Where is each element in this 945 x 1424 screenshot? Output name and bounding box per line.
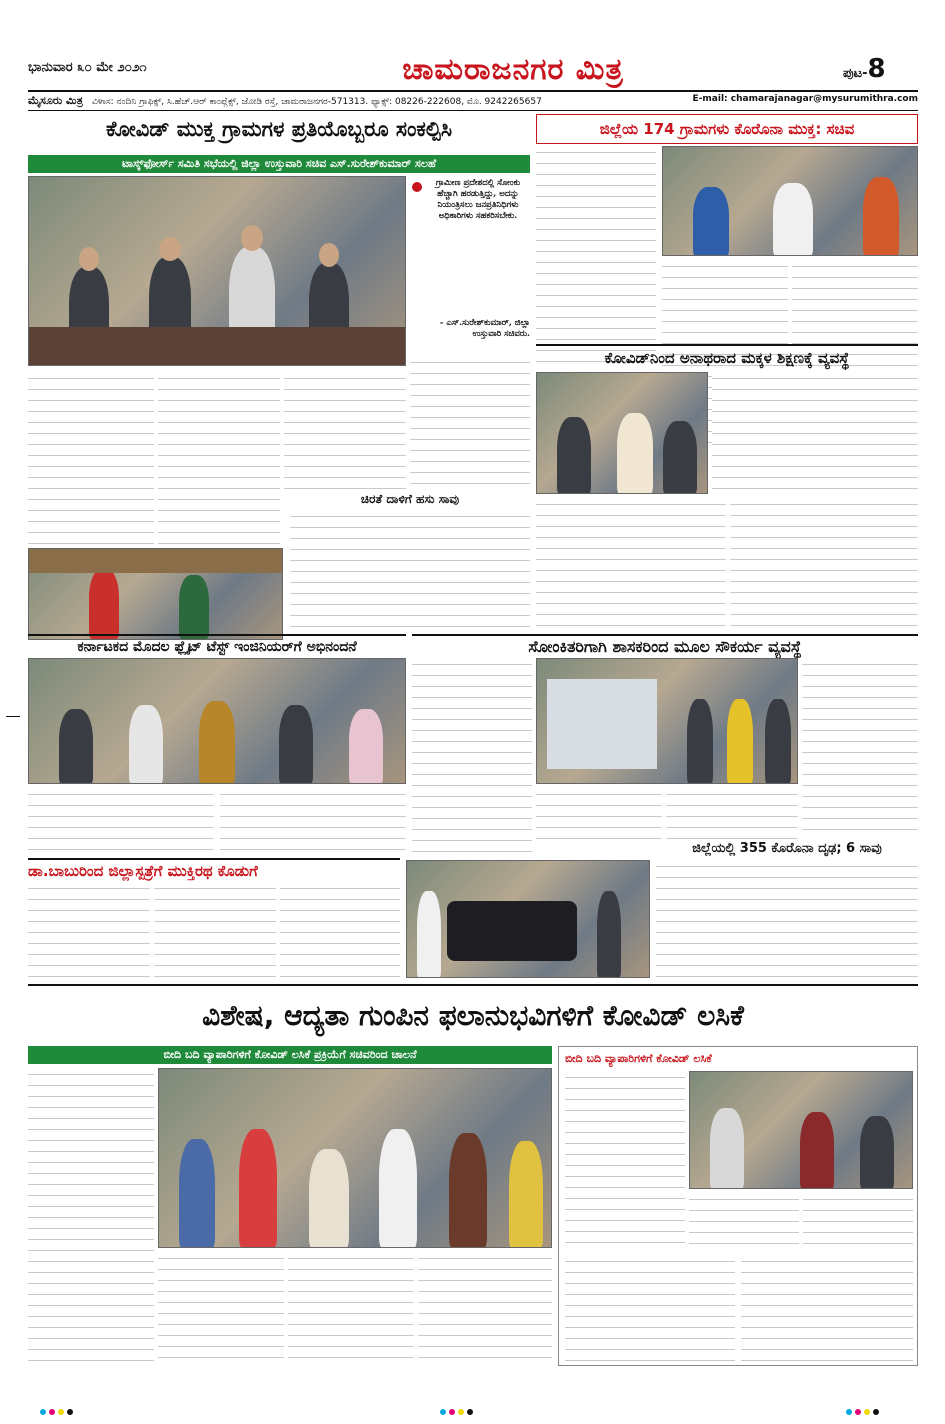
infected-body-col-4 [666, 788, 798, 840]
ambulance-photo [406, 860, 650, 978]
ambulance-story [28, 858, 650, 982]
fold-mark [6, 716, 20, 717]
vendor-vaccine-photo [689, 1071, 913, 1189]
page-number: 8 [867, 54, 886, 84]
covid-free-subhead: ಟಾಸ್ಕ್‌ಫೋರ್ಸ್ ಸಮಿತಿ ಸಭೆಯಲ್ಲಿ ಜಿಲ್ಲಾ ಉಸ್ತುವಾರಿ ಸಚಿವ ಎಸ್.ಸುರೇಶ್‌ಕುಮಾರ್ ಸಲಹೆ [28, 155, 530, 173]
masthead-rule [28, 90, 918, 92]
vaccine-body-col-4 [418, 1252, 552, 1366]
vaccine-body-col-1 [28, 1068, 154, 1366]
publisher-logo: ಮೈಸೂರು ಮಿತ್ರ [28, 94, 83, 107]
villages-headline: ಜಿಲ್ಲೆಯ 174 ಗ್ರಾಮಗಳು ಕೊರೊನಾ ಮುಕ್ತ: ಸಚಿವ [536, 114, 918, 144]
registration-marks-right [846, 1400, 882, 1419]
cases-body [656, 860, 918, 980]
vaccination-photo [662, 146, 918, 256]
minister-quote-author: - ಎಸ್.ಸುರೇಶ್‌ಕುಮಾರ್, ಜಿಲ್ಲಾ ಉಸ್ತುವಾರಿ ಸಚಿವರು. [439, 318, 530, 339]
engineer-body-col-2 [220, 788, 406, 854]
engineer-body-col-1 [28, 788, 214, 854]
vaccine-story [28, 984, 918, 1384]
side-story [558, 1046, 918, 1366]
infrastructure-photo [536, 658, 798, 784]
orphans-body-col-3 [730, 498, 918, 626]
village-photo [28, 548, 283, 640]
page-indicator [843, 54, 886, 84]
ambulance-body-col-1 [28, 882, 150, 982]
story-body-col-4 [410, 356, 530, 490]
felicitation-photo [28, 658, 406, 784]
masthead [28, 52, 918, 92]
vaccine-body-col-2 [158, 1252, 284, 1366]
orphans-headline: ಕೋವಿಡ್‌ನಿಂದ ಅನಾಥರಾದ ಮಕ್ಕಳ ಶಿಕ್ಷಣಕ್ಕೆ ವ್ಯವಸ್ಥೆ [536, 344, 918, 370]
vaccination-drive-photo [158, 1068, 552, 1248]
side-body-col-3 [803, 1193, 913, 1251]
engineer-story [28, 634, 406, 854]
leopard-body [290, 510, 530, 630]
minister-quote: ಗ್ರಾಮೀಣ ಪ್ರದೇಶದಲ್ಲಿ ಸೋಂಕು ಹೆಚ್ಚಾಗಿ ಹರಡುತ್ತಿದ್ದು, ಅದನ್ನು ನಿಯಂತ್ರಿಸಲು ಜನಪ್ರತಿನಿಧಿಗಳು ಅಧಿಕಾರಿಗಳು ಸಹಕರಿಸಬೇಕು. [435, 178, 521, 221]
story-body-col-2 [158, 372, 280, 568]
ambulance-body-col-3 [280, 882, 400, 982]
infected-body-col-2 [802, 658, 918, 840]
story-body-col-1 [28, 372, 154, 546]
page-label: ಪುಟ- [843, 66, 868, 81]
leopard-story [290, 490, 530, 630]
side-body-col-5 [741, 1255, 913, 1363]
ambulance-headline: ಡಾ.ಬಾಬುರಿಂದ ಜಿಲ್ಲಾಸ್ಪತ್ರೆಗೆ ಮುಕ್ತಿರಥ ಕೊಡುಗೆ [28, 858, 400, 882]
registration-marks-left [40, 1400, 76, 1419]
cases-story [656, 840, 918, 980]
cases-headline: ಜಿಲ್ಲೆಯಲ್ಲಿ 355 ಕೊರೊನಾ ದೃಢ; 6 ಸಾವು [692, 841, 882, 856]
minister-quote-box [412, 178, 530, 350]
orphans-body-col-2 [536, 498, 726, 626]
address-strip [28, 94, 918, 108]
side-story-headline: ಬೀದಿ ಬದಿ ವ್ಯಾಪಾರಿಗಳಿಗೆ ಕೋವಿಡ್ ಲಸಿಕೆ [565, 1052, 712, 1065]
engineer-headline: ಕರ್ನಾಟಕದ ಮೊದಲ ಫ್ಲೈಟ್ ಟೆಸ್ಟ್ ಇಂಜಿನಿಯರ್‌ಗೆ ಅಭಿನಂದನೆ [28, 634, 406, 658]
leopard-headline: ಚಿರತೆ ದಾಳಿಗೆ ಹಸು ಸಾವು [360, 492, 460, 506]
orphans-story [536, 344, 918, 629]
side-body-col-4 [565, 1255, 735, 1363]
meeting-photo [28, 176, 406, 366]
side-body-col-2 [689, 1193, 799, 1251]
covid-free-headline: ಕೋವಿಡ್ ಮುಕ್ತ ಗ್ರಾಮಗಳ ಪ್ರತಿಯೊಬ್ಬರೂ ಸಂಕಲ್ಪಿಸಿ [106, 117, 452, 141]
quote-bullet-icon [412, 182, 422, 192]
infected-story [412, 634, 918, 864]
infected-body-col-3 [536, 788, 662, 840]
infected-headline: ಸೋಂಕಿತರಿಗಾಗಿ ಶಾಸಕರಿಂದ ಮೂಲ ಸೌಕರ್ಯ ವ್ಯವಸ್ಥೆ [412, 634, 918, 658]
ambulance-body-col-2 [154, 882, 276, 982]
infected-body-col-1 [412, 658, 532, 862]
publisher-email[interactable]: E-mail: chamarajanagar@mysurumithra.com [689, 94, 918, 104]
publisher-address: ವಿಳಾಸ: ನಂದಿನಿ ಗ್ರಾಫಿಕ್ಸ್, ಸಿ.ಹೆಚ್.ಆರ್ ಕಾಂಪ್ಲೆಕ್ಸ್, ಜೋಡಿ ರಸ್ತೆ, ಚಾಮರಾಜನಗರ-571313. ಫ್ಯಾಕ್ಸ್: 08226-222608, ಮೊ. 9242265657 [92, 97, 542, 107]
issue-date: ಭಾನುವಾರ ೩೦ ಮೇ ೨೦೨೧ [28, 60, 147, 75]
registration-marks-center [440, 1400, 476, 1419]
orphans-photo [536, 372, 708, 494]
vaccine-body-col-3 [288, 1252, 414, 1366]
vaccine-subhead: ಬೀದಿ ಬದಿ ವ್ಯಾಪಾರಿಗಳಿಗೆ ಕೋವಿಡ್ ಲಸಿಕೆ ಪ್ರಕ್ರಿಯೆಗೆ ಸಚಿವರಿಂದ ಚಾಲನೆ [28, 1046, 552, 1064]
paper-title: ಚಾಮರಾಜನಗರ ಮಿತ್ರ [402, 52, 624, 87]
orphans-body-col-1 [712, 372, 918, 494]
side-body-col-1 [565, 1071, 685, 1251]
vaccine-headline: ವಿಶೇಷ, ಆದ್ಯತಾ ಗುಂಪಿನ ಫಲಾನುಭವಿಗಳಿಗೆ ಕೋವಿಡ್ ಲಸಿಕೆ [28, 984, 918, 1044]
address-rule [28, 110, 918, 111]
story-body-col-3 [284, 372, 406, 490]
